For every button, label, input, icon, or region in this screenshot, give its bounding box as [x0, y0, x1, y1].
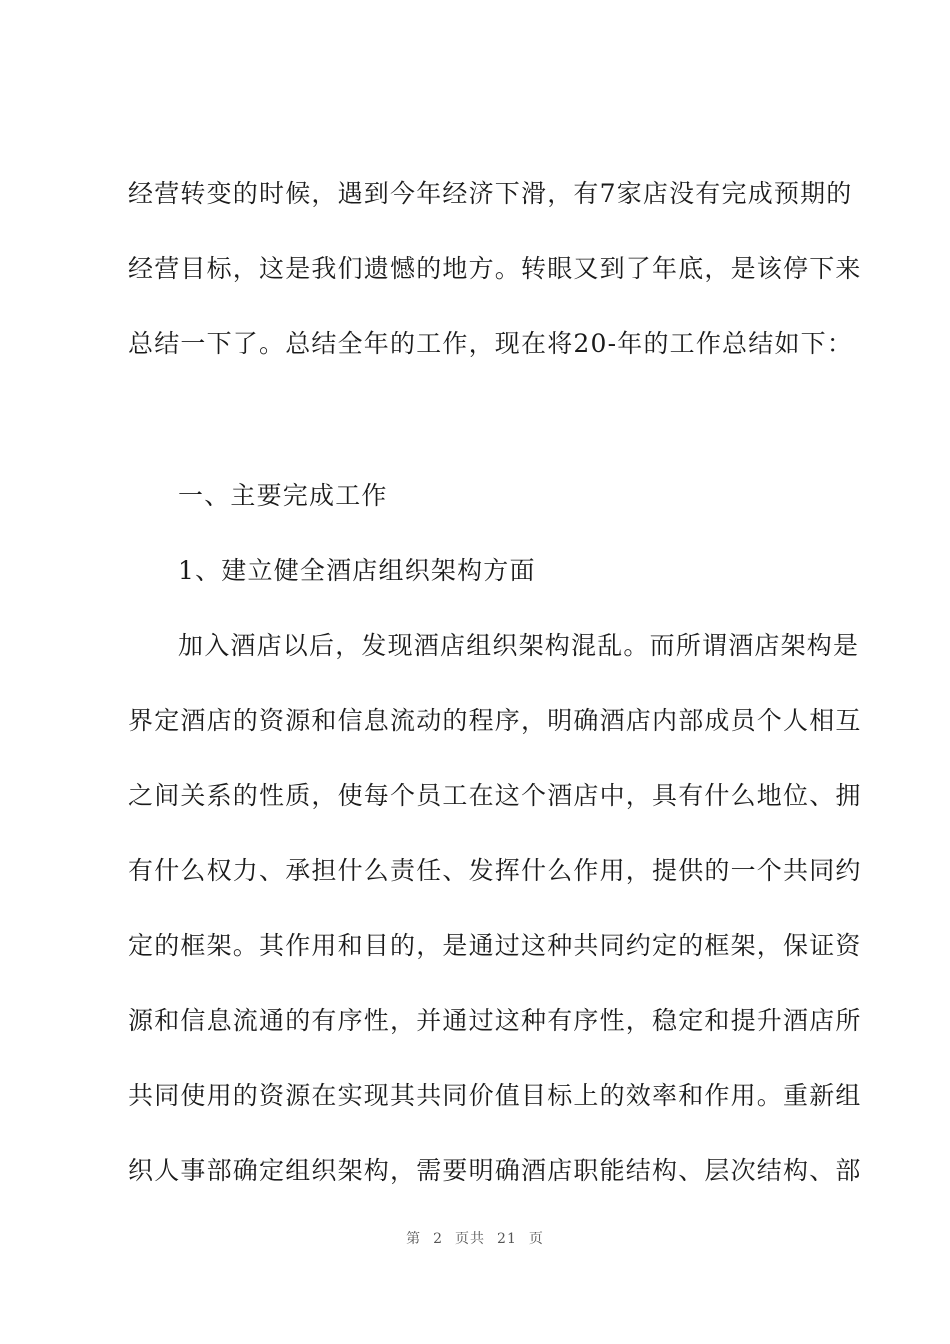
section-heading: 一、主要完成工作: [178, 481, 388, 510]
footer-page-number: 2: [433, 1231, 444, 1247]
body-line: 源和信息流通的有序性，并通过这种有序性，稳定和提升酒店所: [128, 1006, 862, 1035]
body-line: 共同使用的资源在实现其共同价值目标上的效率和作用。重新组: [128, 1081, 862, 1110]
body-line: 经营目标，这是我们遗憾的地方。转眼又到了年底，是该停下来: [128, 254, 862, 283]
body-line: 加入酒店以后，发现酒店组织架构混乱。而所谓酒店架构是: [178, 631, 860, 660]
footer-total-pages: 21: [497, 1231, 517, 1247]
body-line: 定的框架。其作用和目的，是通过这种共同约定的框架，保证资: [128, 931, 862, 960]
body-line: 之间关系的性质，使每个员工在这个酒店中，具有什么地位、拥: [128, 781, 862, 810]
page-footer: [0, 1228, 950, 1248]
body-line: 界定酒店的资源和信息流动的程序，明确酒店内部成员个人相互: [128, 706, 862, 735]
body-line: 总结一下了。总结全年的工作，现在将20-年的工作总结如下：: [128, 329, 854, 358]
body-line: 织人事部确定组织架构，需要明确酒店职能结构、层次结构、部: [128, 1156, 862, 1185]
footer-prefix: 第: [406, 1231, 422, 1247]
footer-suffix: 页: [528, 1231, 544, 1247]
footer-middle: 页共: [455, 1231, 486, 1247]
body-line: 经营转变的时候，遇到今年经济下滑，有7家店没有完成预期的: [128, 179, 853, 208]
body-line: 有什么权力、承担什么责任、发挥什么作用，提供的一个共同约: [128, 856, 862, 885]
subsection-heading: 1、建立健全酒店组织架构方面: [178, 556, 536, 585]
